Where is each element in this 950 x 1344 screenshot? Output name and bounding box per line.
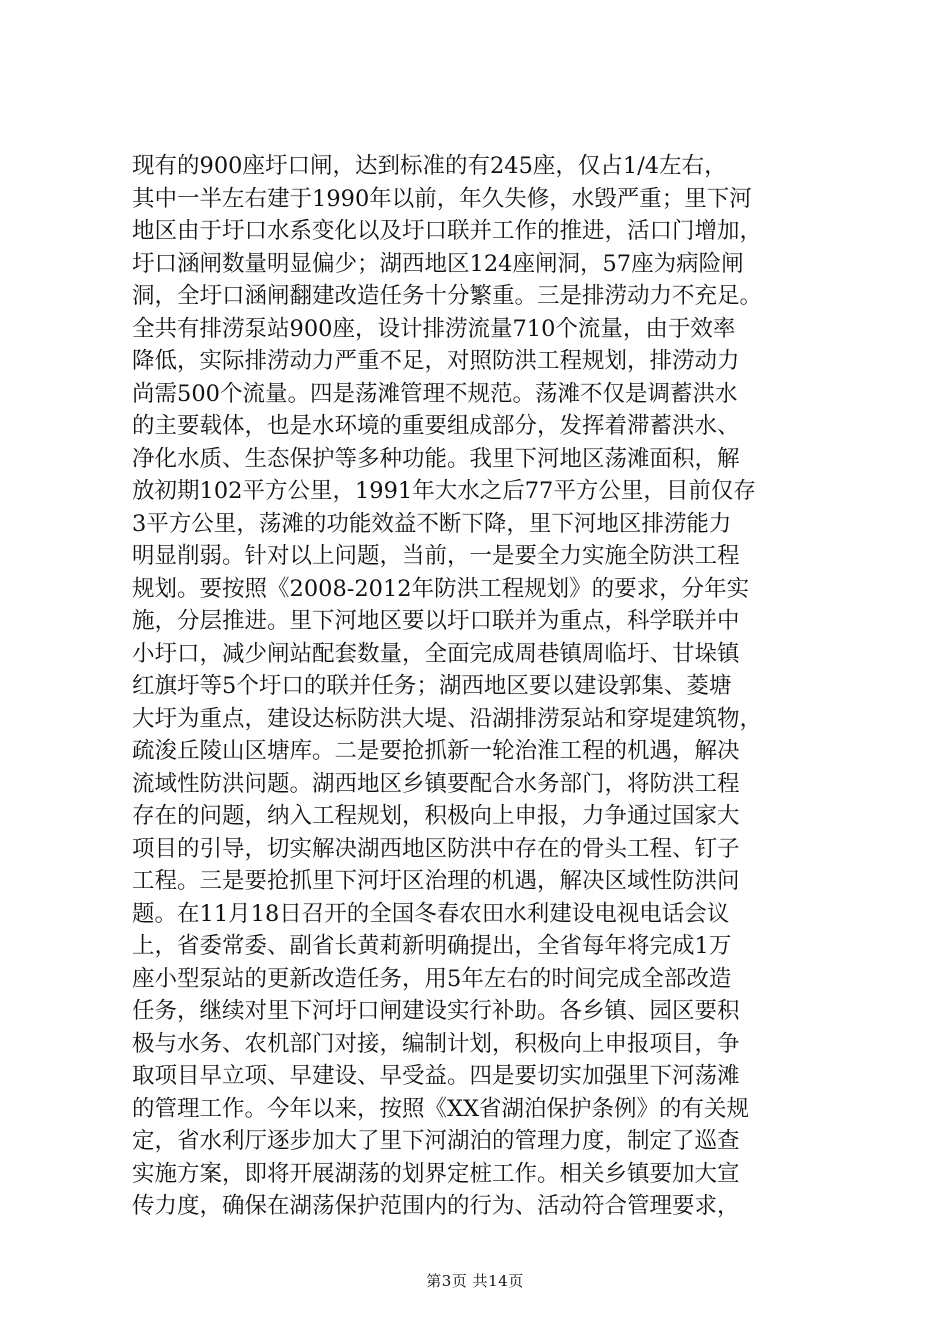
text-line: 全共有排涝泵站900座，设计排涝流量710个流量，由于效率 [132,315,736,342]
text-line: 疏浚丘陵山区塘库。二是要抢抓新一轮治淮工程的机遇，解决 [132,738,740,764]
text-line: 大圩为重点，建设达标防洪大堤、沿湖排涝泵站和穿堤建筑物， [132,705,763,732]
text-line: 实施方案，即将开展湖荡的划界定桩工作。相关乡镇要加大宣 [132,1160,740,1187]
text-line: 尚需500个流量。四是荡滩管理不规范。荡滩不仅是调蓄洪水 [132,380,738,407]
text-line: 的主要载体，也是水环境的重要组成部分，发挥着滞蓄洪水、 [132,413,740,439]
text-line: 的管理工作。今年以来，按照《XX省湖泊保护条例》的有关规 [132,1095,750,1122]
text-line: 题。在11月18日召开的全国冬春农田水利建设电视电话会议 [132,900,730,927]
text-line: 存在的问题，纳入工程规划，积极向上申报，力争通过国家大 [132,803,740,829]
text-line: 工程。三是要抢抓里下河圩区治理的机遇，解决区域性防洪问 [132,868,740,894]
text-line: 取项目早立项、早建设、早受益。四是要切实加强里下河荡滩 [132,1063,740,1089]
text-line: 座小型泵站的更新改造任务，用5年左右的时间完成全部改造 [132,965,732,992]
text-line: 圩口涵闸数量明显偏少；湖西地区124座闸洞，57座为病险闸 [132,250,744,277]
text-line: 放初期102平方公里，1991年大水之后77平方公里，目前仅存 [132,478,756,504]
text-line: 定，省水利厅逐步加大了里下河湖泊的管理力度，制定了巡查 [132,1128,740,1154]
text-line: 降低，实际排涝动力严重不足，对照防洪工程规划，排涝动力 [132,348,740,374]
text-line: 红旗圩等5个圩口的联并任务；湖西地区要以建设郭集、菱塘 [132,673,732,699]
text-line: 净化水质、生态保护等多种功能。我里下河地区荡滩面积，解 [132,445,740,472]
text-line: 极与水务、农机部门对接，编制计划，积极向上申报项目，争 [132,1030,740,1057]
text-line: 上，省委常委、副省长黄莉新明确提出，全省每年将完成1万 [132,933,732,959]
text-line: 地区由于圩口水系变化以及圩口联并工作的推进，活口门增加， [132,218,763,244]
text-line: 项目的引导，切实解决湖西地区防洪中存在的骨头工程、钉子 [132,835,740,862]
text-line: 传力度，确保在湖荡保护范围内的行为、活动符合管理要求， [132,1193,740,1219]
text-line: 施，分层推进。里下河地区要以圩口联并为重点，科学联并中 [132,608,740,634]
page-footer: 第3页 共14页 [426,1272,524,1290]
body-text [132,150,852,1223]
text-line: 现有的900座圩口闸，达到标准的有245座，仅占1/4左右， [132,153,727,179]
text-line: 流域性防洪问题。湖西地区乡镇要配合水务部门，将防洪工程 [132,770,740,797]
text-line: 3平方公里，荡滩的功能效益不断下降，里下河地区排涝能力 [132,510,732,537]
text-line: 小圩口，减少闸站配套数量，全面完成周巷镇周临圩、甘垛镇 [132,640,740,667]
text-line: 洞，全圩口涵闸翻建改造任务十分繁重。三是排涝动力不充足。 [132,283,763,309]
text-line: 其中一半左右建于1990年以前，年久失修，水毁严重；里下河 [132,185,752,212]
text-line: 规划。要按照《2008-2012年防洪工程规划》的要求，分年实 [132,575,750,602]
text-line: 任务，继续对里下河圩口闸建设实行补助。各乡镇、园区要积 [132,998,740,1024]
text-line: 明显削弱。针对以上问题，当前，一是要全力实施全防洪工程 [132,543,740,569]
